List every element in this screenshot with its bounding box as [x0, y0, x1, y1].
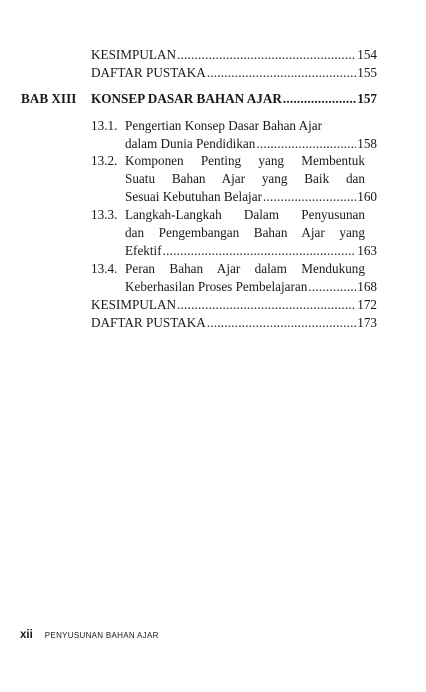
- toc-page-number: 172: [357, 297, 377, 312]
- toc-entry-13-4: [125, 278, 377, 296]
- section-number: 13.1.: [91, 118, 118, 133]
- section-title-text: Langkah-Langkah Dalam Penyusunan: [125, 207, 365, 222]
- toc-entry-13-1: [125, 135, 377, 153]
- section-title-text: Efektif: [125, 243, 162, 258]
- toc-leader: [177, 296, 356, 314]
- toc-leader: [207, 64, 356, 82]
- toc-leader: [207, 314, 356, 332]
- toc-leader: [283, 90, 356, 108]
- section-number: 13.2.: [91, 153, 118, 168]
- toc-page-number: 154: [357, 47, 377, 62]
- footer-page-number: xii: [20, 629, 33, 641]
- toc-leader: [177, 46, 356, 64]
- toc-leader: [263, 188, 356, 206]
- toc-page-number: 155: [357, 65, 377, 80]
- toc-page-number: 158: [357, 136, 377, 151]
- toc-page-number: 157: [357, 91, 377, 106]
- toc-entry-13-2: [125, 188, 377, 206]
- section-title-text: Suatu Bahan Ajar yang Baik dan: [125, 171, 365, 186]
- section-number: 13.4.: [91, 261, 118, 276]
- toc-leader: [163, 242, 357, 260]
- toc-entry-kesimpulan: [91, 296, 377, 314]
- section-title-text: dalam Dunia Pendidikan: [125, 136, 256, 151]
- toc-leader: [308, 278, 356, 296]
- section-title-text: Keberhasilan Proses Pembelajaran: [125, 279, 308, 294]
- chapter-title: KONSEP DASAR BAHAN AJAR: [91, 91, 282, 106]
- section-title-text: Peran Bahan Ajar dalam Mendukung: [125, 261, 365, 276]
- toc-entry-chapter: [91, 90, 377, 108]
- toc-label: DAFTAR PUSTAKA: [91, 315, 206, 330]
- toc-entry-daftar-pustaka-prev: [91, 64, 377, 82]
- section-title-text: Pengertian Konsep Dasar Bahan Ajar: [125, 118, 323, 133]
- section-title-text: dan Pengembangan Bahan Ajar yang: [125, 225, 365, 240]
- section-number: 13.3.: [91, 207, 118, 222]
- toc-label: KESIMPULAN: [91, 47, 176, 62]
- toc-entry-kesimpulan-prev: [91, 46, 377, 64]
- page-footer: [20, 629, 159, 641]
- toc-entry-daftar-pustaka: [91, 314, 377, 332]
- toc-page-number: 163: [357, 243, 377, 258]
- toc-leader: [256, 135, 356, 153]
- toc-page-number: 173: [357, 315, 377, 330]
- toc-page-number: 168: [357, 279, 377, 294]
- toc-label: DAFTAR PUSTAKA: [91, 65, 206, 80]
- section-title-text: Komponen Penting yang Membentuk: [125, 153, 365, 168]
- toc-entry-13-3: [125, 242, 377, 260]
- toc-page-number: 160: [357, 189, 377, 204]
- toc-label: KESIMPULAN: [91, 297, 176, 312]
- section-title-line: [125, 117, 365, 135]
- section-title-text: Sesuai Kebutuhan Belajar: [125, 189, 262, 204]
- footer-book-title: PENYUSUNAN BAHAN AJAR: [44, 631, 159, 640]
- chapter-number: BAB XIII: [21, 91, 77, 106]
